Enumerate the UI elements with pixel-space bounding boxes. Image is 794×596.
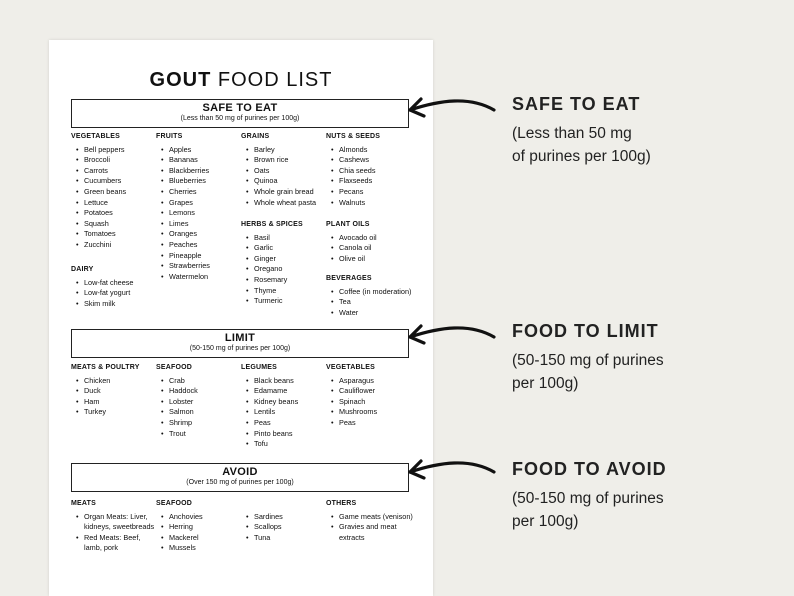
list-item: • Barley [241, 145, 316, 156]
list-item: • Thyme [241, 286, 303, 297]
list-item: • Limes [156, 219, 210, 230]
list-item: • Spinach [326, 397, 377, 408]
list-item: • Tea [326, 297, 411, 308]
list-item: • Broccoli [71, 155, 126, 166]
callout-safe-heading: SAFE TO EAT [512, 94, 641, 114]
limit-subheading: (50-150 mg of purines per 100g) [189, 345, 291, 352]
callout-limit [512, 321, 664, 395]
avoid-heading: AVOID [222, 466, 258, 478]
list-item: • Cucumbers [71, 176, 126, 187]
category-heading: MEATS [71, 500, 96, 507]
list-item: • Grapes [156, 198, 210, 209]
callout-line: (Less than 50 mg [512, 125, 632, 142]
list-item: • Salmon [156, 407, 198, 418]
list-item: • Avocado oil [326, 233, 377, 244]
list-item: • Quinoa [241, 176, 316, 187]
list-item: • Water [326, 308, 411, 319]
arrow-icon-safe [410, 99, 494, 116]
list-item: • Cherries [156, 187, 210, 198]
list-item: • Trout [156, 429, 198, 440]
list-item: • Duck [71, 386, 140, 397]
list-item: • Haddock [156, 386, 198, 397]
list-item: • Pecans [326, 187, 380, 198]
list-item: • Tofu [241, 439, 298, 450]
list-item: • Ginger [241, 254, 303, 265]
list-item: • Tomatoes [71, 229, 126, 240]
category-heading: OTHERS [326, 500, 357, 507]
list-item: • Ham [71, 397, 140, 408]
callout-line: per 100g) [512, 375, 579, 392]
list-item: • Garlic [241, 243, 303, 254]
list-item: • Peas [241, 418, 298, 429]
category-heading: MEATS & POULTRY [71, 364, 140, 371]
list-item: • Flaxseeds [326, 176, 380, 187]
callout-safe [512, 94, 651, 168]
list-item: • Mussels [156, 543, 203, 554]
list-item: • Blackberries [156, 166, 210, 177]
callout-limit-heading: FOOD TO LIMIT [512, 321, 659, 341]
title-bold: GOUT [149, 69, 212, 91]
list-item: • Pinto beans [241, 429, 298, 440]
category-heading: FRUITS [156, 133, 183, 140]
list-item: • Olive oil [326, 254, 377, 265]
list-item: • Bell peppers [71, 145, 126, 156]
callout-line: per 100g) [512, 513, 579, 530]
list-item: • Lentils [241, 407, 298, 418]
arrow-icon-avoid [410, 461, 494, 478]
callout-limit-text [512, 349, 664, 395]
list-item: • Mushrooms [326, 407, 377, 418]
list-item: • Basil [241, 233, 303, 244]
list-item: • Asparagus [326, 376, 377, 387]
list-item: • Bananas [156, 155, 210, 166]
list-item: • Shrimp [156, 418, 198, 429]
list-item: • Walnuts [326, 198, 380, 209]
category-heading: LEGUMES [241, 364, 278, 371]
list-item: • Canola oil [326, 243, 377, 254]
category-heading: SEAFOOD [156, 500, 193, 507]
list-item: • Blueberries [156, 176, 210, 187]
list-item: • Green beans [71, 187, 126, 198]
list-item: • Chicken [71, 376, 140, 387]
category-heading: VEGETABLES [326, 364, 375, 371]
list-item: • Cauliflower [326, 386, 377, 397]
list-item: • Sardines [241, 512, 283, 523]
list-item: • Oranges [156, 229, 210, 240]
category-heading: DAIRY [71, 266, 94, 273]
list-item: • Zucchini [71, 240, 126, 251]
list-item: • Scallops [241, 522, 283, 533]
list-item: • Tuna [241, 533, 283, 544]
list-item: • Pineapple [156, 251, 210, 262]
list-item: • Lemons [156, 208, 210, 219]
list-item: • Coffee (in moderation) [326, 287, 411, 298]
list-item: • Organ Meats: Liver, kidneys, sweetbreads [71, 512, 157, 533]
list-item: • Brown rice [241, 155, 316, 166]
list-item: • Almonds [326, 145, 380, 156]
category-heading: VEGETABLES [71, 133, 120, 140]
list-item: • Lobster [156, 397, 198, 408]
list-item: • Black beans [241, 376, 298, 387]
title-rest: FOOD LIST [211, 69, 333, 91]
list-item: • Peas [326, 418, 377, 429]
list-item: • Cashews [326, 155, 380, 166]
limit-heading: LIMIT [224, 332, 256, 344]
list-item: • Apples [156, 145, 210, 156]
callout-avoid-heading: FOOD TO AVOID [512, 459, 667, 479]
list-item: • Anchovies [156, 512, 203, 523]
list-item: • Low-fat cheese [71, 278, 134, 289]
list-item: • Carrots [71, 166, 126, 177]
list-item: • Kidney beans [241, 397, 298, 408]
list-item: • Potatoes [71, 208, 126, 219]
list-item: • Oats [241, 166, 316, 177]
list-item: • Skim milk [71, 299, 134, 310]
category-heading: GRAINS [241, 133, 270, 140]
list-item: • Turmeric [241, 296, 303, 307]
callout-line: of purines per 100g) [512, 148, 651, 165]
list-item: • Mackerel [156, 533, 203, 544]
category-heading: HERBS & SPICES [241, 221, 303, 228]
list-item: • Strawberries [156, 261, 210, 272]
safe-heading: SAFE TO EAT [202, 102, 278, 114]
callout-avoid [512, 459, 667, 533]
category-heading: SEAFOOD [156, 364, 193, 371]
avoid-subheading: (Over 150 mg of purines per 100g) [186, 479, 294, 486]
list-item: • Red Meats: Beef, lamb, pork [71, 533, 157, 554]
list-item: • Oregano [241, 264, 303, 275]
list-item: • Rosemary [241, 275, 303, 286]
list-item: • Whole grain bread [241, 187, 316, 198]
list-item: • Whole wheat pasta [241, 198, 316, 209]
list-item: • Turkey [71, 407, 140, 418]
list-item: • Peaches [156, 240, 210, 251]
category-heading: PLANT OILS [326, 221, 370, 228]
list-item: • Low-fat yogurt [71, 288, 134, 299]
callout-avoid-text [512, 487, 667, 533]
callout-line: (50-150 mg of purines [512, 352, 664, 369]
list-item: • Gravies and meat extracts [326, 522, 416, 543]
callout-line: (50-150 mg of purines [512, 490, 664, 507]
list-item: • Watermelon [156, 272, 210, 283]
arrow-icon-limit [410, 326, 494, 343]
list-item: • Squash [71, 219, 126, 230]
safe-subheading: (Less than 50 mg of purines per 100g) [180, 115, 300, 122]
list-item: • Herring [156, 522, 203, 533]
list-item: • Edamame [241, 386, 298, 397]
list-item: • Chia seeds [326, 166, 380, 177]
list-item: • Crab [156, 376, 198, 387]
category-heading: NUTS & SEEDS [326, 133, 381, 140]
callout-safe-text [512, 122, 651, 168]
category-heading: BEVERAGES [326, 275, 372, 282]
list-item: • Lettuce [71, 198, 126, 209]
list-item: • Game meats (venison) [326, 512, 416, 523]
